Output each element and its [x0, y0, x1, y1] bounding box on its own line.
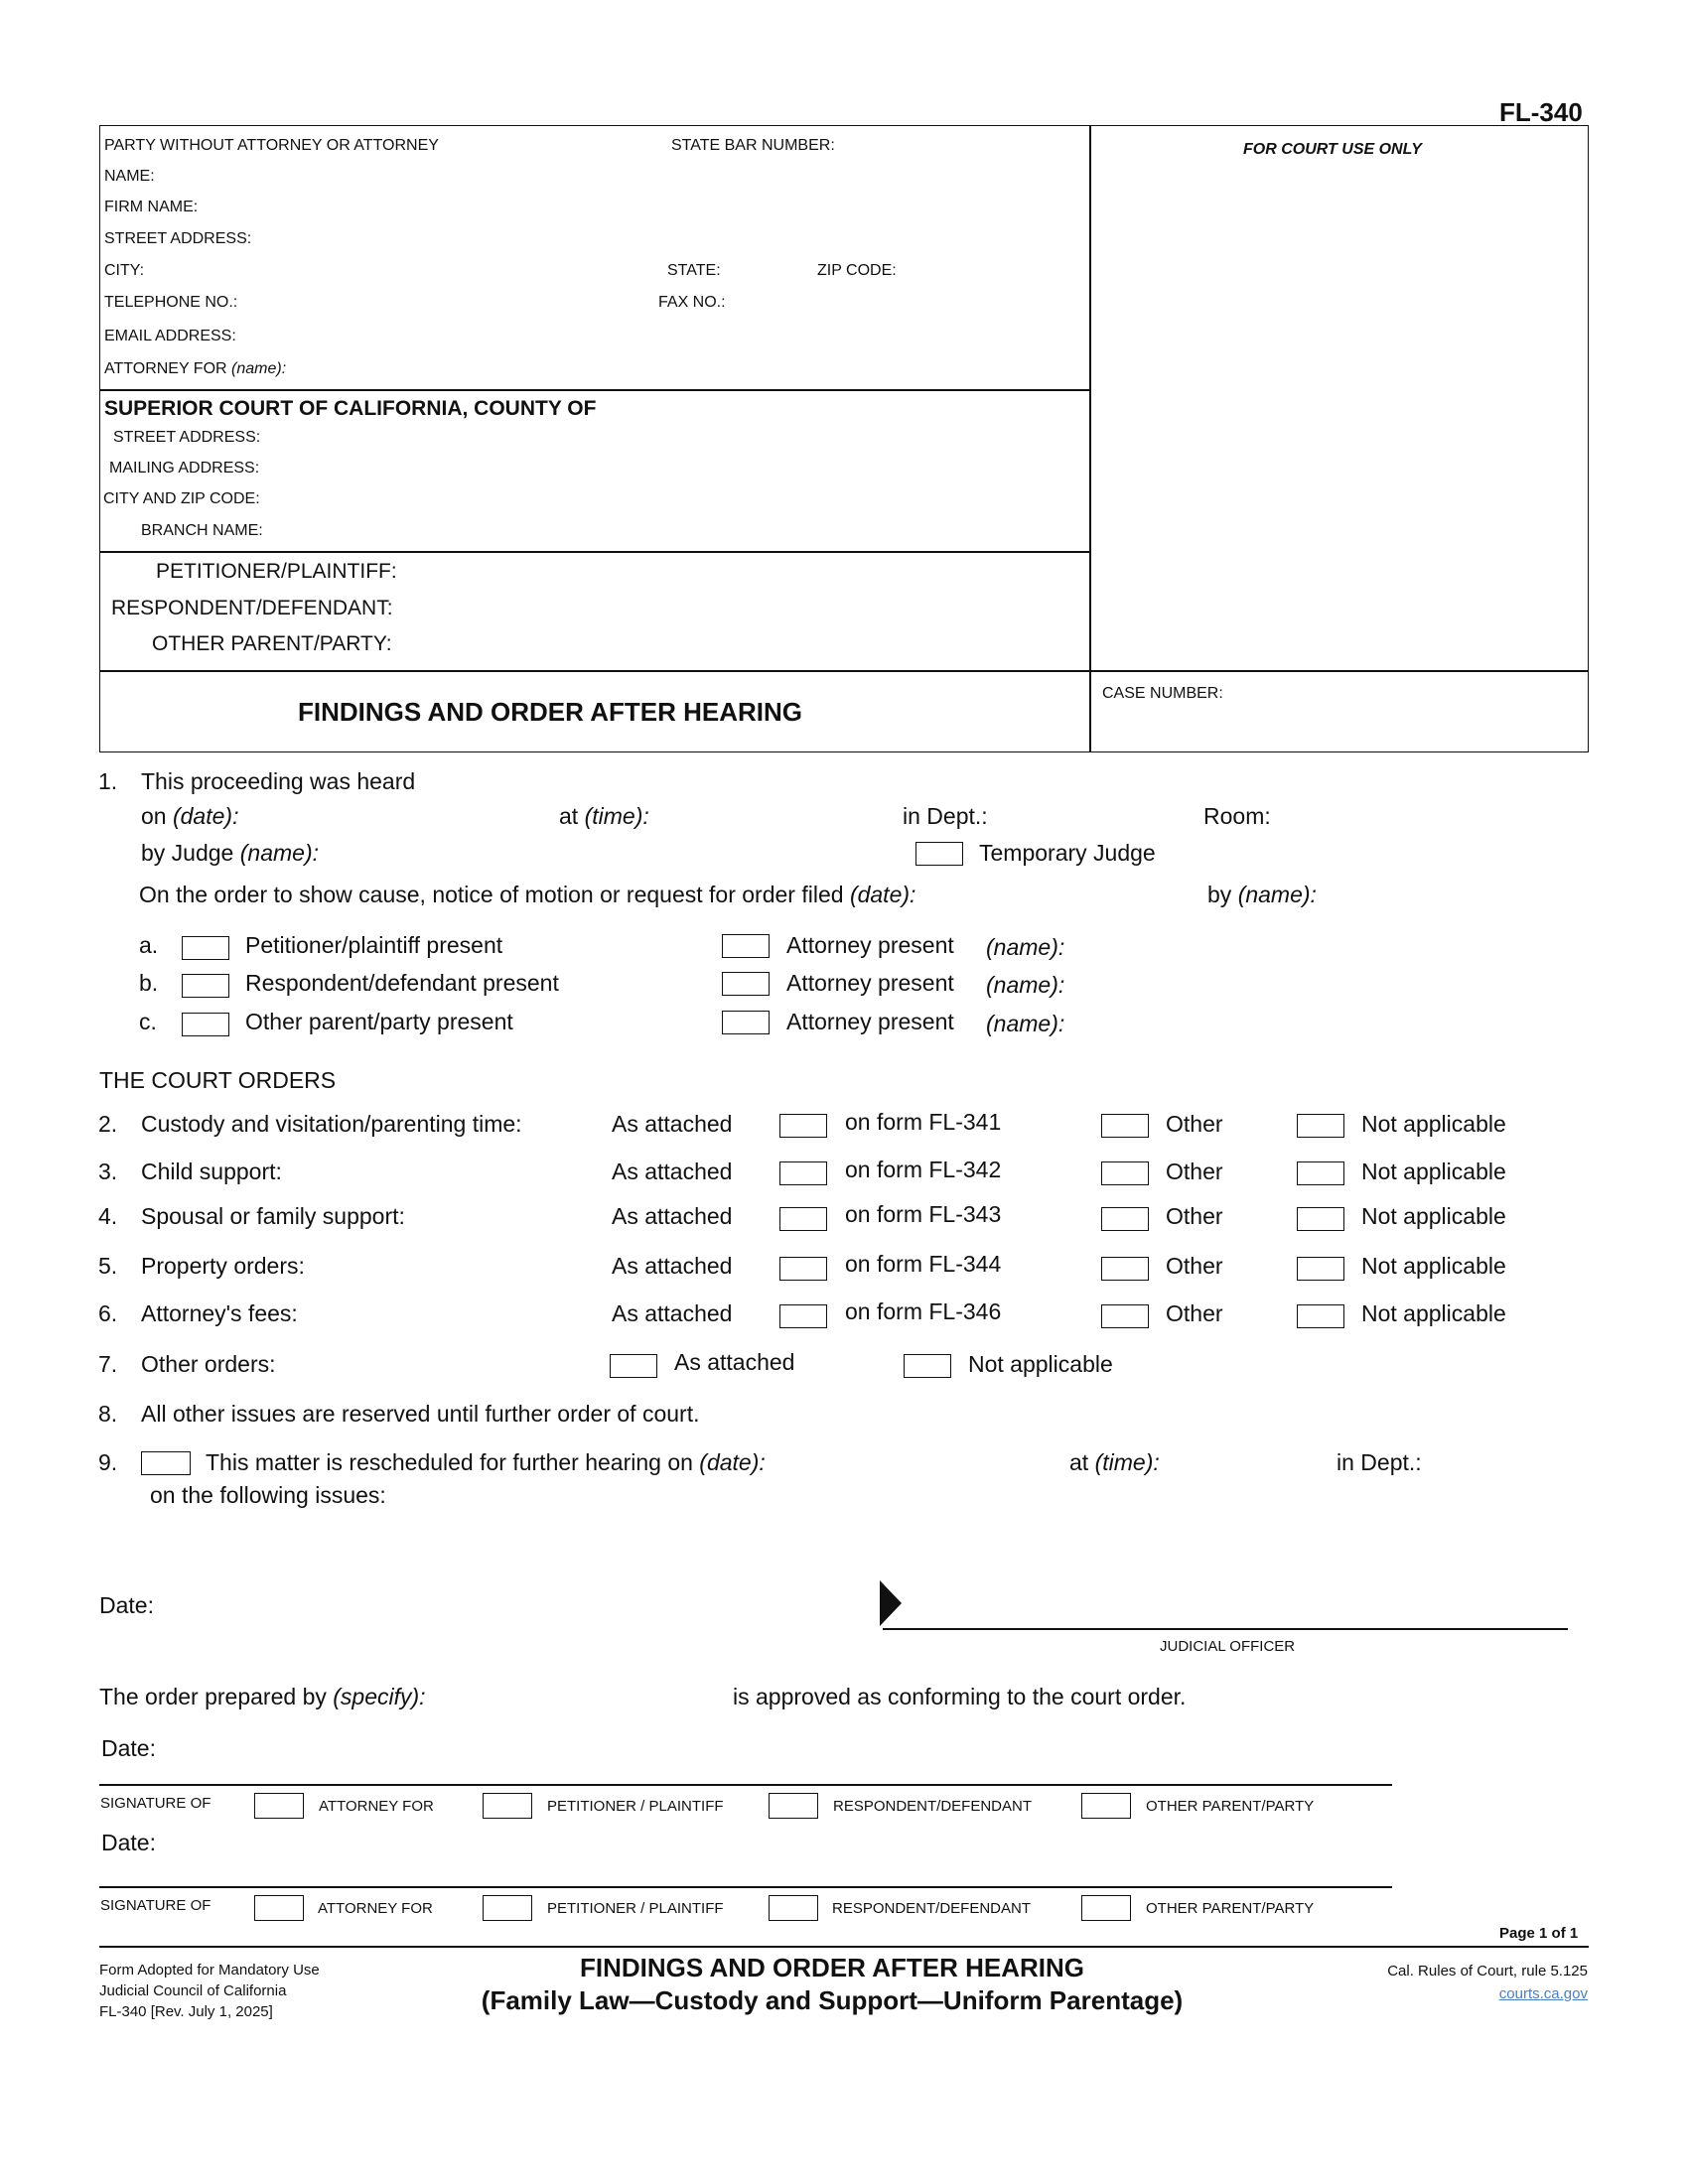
- other-checkbox[interactable]: [1101, 1207, 1149, 1231]
- item8-label: All other issues are reserved until further order of court.: [141, 1401, 700, 1427]
- petitioner-attorney-name-hint: (name):: [986, 934, 1065, 960]
- form-title: FINDINGS AND ORDER AFTER HEARING: [298, 697, 802, 727]
- form-ref-label: on form FL-346: [845, 1298, 1002, 1324]
- order-label-attorney-fees: Attorney's fees:: [141, 1300, 298, 1326]
- phone-label: TELEPHONE NO.:: [104, 294, 238, 311]
- not-applicable-checkbox[interactable]: [1297, 1207, 1344, 1231]
- order-number: 3.: [98, 1159, 118, 1184]
- not-applicable-label: Not applicable: [1361, 1300, 1506, 1326]
- not-applicable-checkbox[interactable]: [1297, 1257, 1344, 1281]
- order-number: 2.: [98, 1111, 118, 1137]
- item9-time: at (time):: [1069, 1449, 1160, 1475]
- state-bar-label: STATE BAR NUMBER:: [671, 137, 835, 154]
- item9-issues: on the following issues:: [150, 1482, 386, 1508]
- court-branch-label: BRANCH NAME:: [141, 522, 263, 539]
- sig2-signature-of: SIGNATURE OF: [100, 1897, 211, 1914]
- street-label: STREET ADDRESS:: [104, 230, 252, 247]
- sig1-other-party-label: OTHER PARENT/PARTY: [1146, 1798, 1315, 1815]
- email-label: EMAIL ADDRESS:: [104, 328, 236, 344]
- presence-letter-b: b.: [139, 970, 159, 996]
- respondent-label: RESPONDENT/DEFENDANT:: [111, 597, 393, 619]
- signature-arrow-icon: [880, 1580, 902, 1626]
- form-ref-label: on form FL-343: [845, 1201, 1002, 1227]
- item1-room: Room:: [1203, 803, 1271, 829]
- item7-number: 7.: [98, 1351, 118, 1377]
- caption-box: [99, 125, 1589, 752]
- other-label: Other: [1166, 1300, 1223, 1326]
- judicial-officer-label: JUDICIAL OFFICER: [1160, 1638, 1296, 1655]
- not-applicable-checkbox[interactable]: [1297, 1304, 1344, 1328]
- other-checkbox[interactable]: [1101, 1304, 1149, 1328]
- item7-not-applicable-label: Not applicable: [968, 1351, 1113, 1377]
- not-applicable-checkbox[interactable]: [1297, 1161, 1344, 1185]
- item8-number: 8.: [98, 1401, 118, 1427]
- judge-date-label: Date:: [99, 1592, 154, 1618]
- sig2-line[interactable]: [99, 1886, 1392, 1888]
- sig2-other-party-label: OTHER PARENT/PARTY: [1146, 1900, 1315, 1917]
- petitioner-attorney-checkbox[interactable]: [722, 934, 770, 958]
- sig1-attorney-label: ATTORNEY FOR: [319, 1798, 434, 1815]
- item1-dept: in Dept.:: [903, 803, 988, 829]
- as-attached-label: As attached: [612, 1111, 733, 1137]
- court-use-label: FOR COURT USE ONLY: [1243, 141, 1422, 158]
- approved-label: is approved as conforming to the court order.: [733, 1684, 1187, 1709]
- item9-number: 9.: [98, 1449, 118, 1475]
- court-cityzip-label: CITY AND ZIP CODE:: [103, 490, 260, 507]
- order-filed-label: On the order to show cause, notice of motion or request for order filed (date):: [139, 882, 916, 907]
- sig1-attorney-checkbox[interactable]: [254, 1793, 304, 1819]
- not-applicable-label: Not applicable: [1361, 1203, 1506, 1229]
- other-checkbox[interactable]: [1101, 1257, 1149, 1281]
- item1-time: at (time):: [559, 803, 649, 829]
- form-ref-label: on form FL-344: [845, 1251, 1002, 1277]
- temp-judge-checkbox[interactable]: [915, 842, 963, 866]
- respondent-present-label: Respondent/defendant present: [245, 970, 559, 996]
- fax-label: FAX NO.:: [658, 294, 726, 311]
- judge-signature-line[interactable]: [883, 1628, 1568, 1630]
- item1-date: on (date):: [141, 803, 239, 829]
- item7-as-attached-label: As attached: [674, 1349, 795, 1375]
- item9-checkbox[interactable]: [141, 1451, 191, 1475]
- as-attached-checkbox[interactable]: [779, 1257, 827, 1281]
- court-use-divider: [1089, 125, 1091, 752]
- sig2-respondent-label: RESPONDENT/DEFENDANT: [832, 1900, 1032, 1917]
- footer-title: FINDINGS AND ORDER AFTER HEARING (Family Law—Custody and Support—Uniform Parentage): [481, 1953, 1184, 2015]
- sig2-date-label: Date:: [101, 1830, 156, 1855]
- sig2-petitioner-checkbox[interactable]: [483, 1895, 532, 1921]
- item1-judge: by Judge (name):: [141, 840, 319, 866]
- other-party-present-label: Other parent/party present: [245, 1009, 513, 1034]
- presence-letter-a: a.: [139, 932, 159, 958]
- presence-letter-c: c.: [139, 1009, 157, 1034]
- zip-label: ZIP CODE:: [817, 262, 897, 279]
- other-checkbox[interactable]: [1101, 1114, 1149, 1138]
- as-attached-label: As attached: [612, 1253, 733, 1279]
- sig1-other-party-checkbox[interactable]: [1081, 1793, 1131, 1819]
- other-party-attorney-name-hint: (name):: [986, 1011, 1065, 1036]
- footer-divider: [99, 1946, 1589, 1948]
- item9-label: This matter is rescheduled for further hearing on (date):: [206, 1449, 766, 1475]
- sig1-respondent-label: RESPONDENT/DEFENDANT: [833, 1798, 1033, 1815]
- order-number: 6.: [98, 1300, 118, 1326]
- prepared-by-label: The order prepared by (specify):: [99, 1684, 426, 1709]
- firm-label: FIRM NAME:: [104, 199, 199, 215]
- courts-website-link[interactable]: courts.ca.gov: [1498, 1985, 1588, 2002]
- other-party-attorney-checkbox[interactable]: [722, 1011, 770, 1034]
- as-attached-label: As attached: [612, 1300, 733, 1326]
- other-party-attorney-label: Attorney present: [786, 1009, 954, 1034]
- not-applicable-checkbox[interactable]: [1297, 1114, 1344, 1138]
- attorney-for-label: ATTORNEY FOR (name):: [104, 360, 287, 377]
- city-label: CITY:: [104, 262, 145, 279]
- page-number: Page 1 of 1: [1499, 1925, 1579, 1942]
- sig1-line[interactable]: [99, 1784, 1392, 1786]
- court-street-label: STREET ADDRESS:: [113, 429, 261, 446]
- as-attached-label: As attached: [612, 1203, 733, 1229]
- state-label: STATE:: [667, 262, 721, 279]
- court-mailing-label: MAILING ADDRESS:: [109, 460, 260, 477]
- as-attached-checkbox[interactable]: [779, 1304, 827, 1328]
- caption-divider-3: [99, 670, 1589, 672]
- order-number: 5.: [98, 1253, 118, 1279]
- as-attached-checkbox[interactable]: [779, 1207, 827, 1231]
- court-orders-heading: THE COURT ORDERS: [99, 1067, 337, 1093]
- item7-not-applicable-checkbox[interactable]: [904, 1354, 951, 1378]
- sig1-petitioner-label: PETITIONER / PLAINTIFF: [547, 1798, 724, 1815]
- as-attached-checkbox[interactable]: [779, 1114, 827, 1138]
- item9-dept: in Dept.:: [1336, 1449, 1422, 1475]
- adoption-notice: Form Adopted for Mandatory Use Judicial Council of California FL-340 [Rev. July 1, 2025]: [99, 1962, 320, 2020]
- other-checkbox[interactable]: [1101, 1161, 1149, 1185]
- form-number: FL-340: [1499, 97, 1583, 127]
- respondent-present-checkbox[interactable]: [182, 974, 229, 998]
- item1-heard: This proceeding was heard: [141, 768, 416, 794]
- order-label-custody: Custody and visitation/parenting time:: [141, 1111, 522, 1137]
- respondent-attorney-label: Attorney present: [786, 970, 954, 996]
- order-number: 4.: [98, 1203, 118, 1229]
- not-applicable-label: Not applicable: [1361, 1159, 1506, 1184]
- name-label: NAME:: [104, 168, 155, 185]
- respondent-attorney-checkbox[interactable]: [722, 972, 770, 996]
- respondent-attorney-name-hint: (name):: [986, 972, 1065, 998]
- court-title: SUPERIOR COURT OF CALIFORNIA, COUNTY OF: [104, 397, 597, 420]
- not-applicable-label: Not applicable: [1361, 1253, 1506, 1279]
- sig2-attorney-checkbox[interactable]: [254, 1895, 304, 1921]
- item7-as-attached-checkbox[interactable]: [610, 1354, 657, 1378]
- petitioner-present-checkbox[interactable]: [182, 936, 229, 960]
- petitioner-present-label: Petitioner/plaintiff present: [245, 932, 503, 958]
- sig2-petitioner-label: PETITIONER / PLAINTIFF: [547, 1900, 724, 1917]
- sig2-other-party-checkbox[interactable]: [1081, 1895, 1131, 1921]
- other-label: Other: [1166, 1203, 1223, 1229]
- form-ref-label: on form FL-342: [845, 1157, 1002, 1182]
- petitioner-label: PETITIONER/PLAINTIFF:: [156, 560, 397, 583]
- order-label-spousal-support: Spousal or family support:: [141, 1203, 405, 1229]
- other-label: Other: [1166, 1111, 1223, 1137]
- item7-label: Other orders:: [141, 1351, 276, 1377]
- case-number-label: CASE NUMBER:: [1102, 685, 1223, 702]
- item1-number: 1.: [98, 768, 118, 794]
- sig1-signature-of: SIGNATURE OF: [100, 1795, 211, 1812]
- order-label-property: Property orders:: [141, 1253, 305, 1279]
- as-attached-label: As attached: [612, 1159, 733, 1184]
- as-attached-checkbox[interactable]: [779, 1161, 827, 1185]
- other-party-present-checkbox[interactable]: [182, 1013, 229, 1036]
- sig2-respondent-checkbox[interactable]: [769, 1895, 818, 1921]
- temp-judge-label: Temporary Judge: [979, 840, 1156, 866]
- sig1-date-label: Date:: [101, 1735, 156, 1761]
- other-parent-label: OTHER PARENT/PARTY:: [152, 632, 392, 655]
- sig2-attorney-label: ATTORNEY FOR: [318, 1900, 433, 1917]
- other-label: Other: [1166, 1253, 1223, 1279]
- caption-divider-1: [99, 389, 1089, 391]
- order-filed-by: by (name):: [1207, 882, 1317, 907]
- order-label-child-support: Child support:: [141, 1159, 282, 1184]
- footer-citation: Cal. Rules of Court, rule 5.125 courts.ca.gov: [1387, 1960, 1588, 2005]
- not-applicable-label: Not applicable: [1361, 1111, 1506, 1137]
- other-label: Other: [1166, 1159, 1223, 1184]
- sig1-petitioner-checkbox[interactable]: [483, 1793, 532, 1819]
- caption-divider-2: [99, 551, 1089, 553]
- party-label: PARTY WITHOUT ATTORNEY OR ATTORNEY: [104, 137, 439, 154]
- petitioner-attorney-label: Attorney present: [786, 932, 954, 958]
- form-ref-label: on form FL-341: [845, 1109, 1002, 1135]
- sig1-respondent-checkbox[interactable]: [769, 1793, 818, 1819]
